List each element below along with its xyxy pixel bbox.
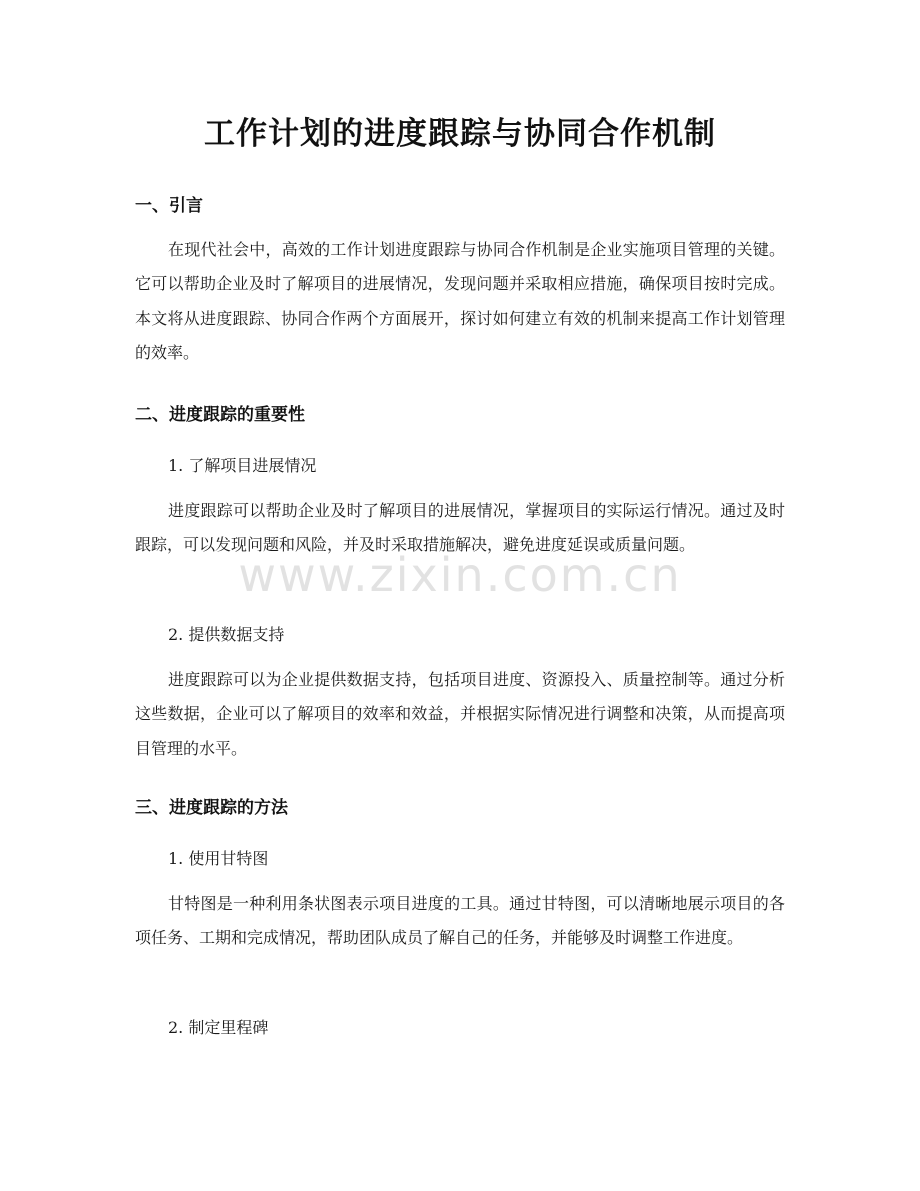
paragraph-introduction: 在现代社会中，高效的工作计划进度跟踪与协同合作机制是企业实施项目管理的关键。它可以帮助企业及时了解项目的进展情况，发现问题并采取相应措施，确保项目按时完成。本文将从进度跟踪、协同合作两个方面展开，探讨如何建立有效的机制来提高工作计划管理的效率。 xyxy=(135,240,785,362)
section-heading-importance: 二、进度跟踪的重要性 xyxy=(135,405,305,425)
subitem-label-milestones: 2. 制定里程碑 xyxy=(168,1018,269,1037)
section-heading-introduction: 一、引言 xyxy=(135,196,203,216)
subitem-label-data-support: 2. 提供数据支持 xyxy=(168,625,285,644)
paragraph-gantt-chart: 甘特图是一种利用条状图表示项目进度的工具。通过甘特图，可以清晰地展示项目的各项任务、工期和完成情况，帮助团队成员了解自己的任务，并能够及时调整工作进度。 xyxy=(135,894,785,948)
document-title: 工作计划的进度跟踪与协同合作机制 xyxy=(204,116,716,152)
subitem-label-gantt-chart: 1. 使用甘特图 xyxy=(168,849,269,868)
section-heading-methods: 三、进度跟踪的方法 xyxy=(135,798,288,818)
paragraph-understand-progress: 进度跟踪可以帮助企业及时了解项目的进展情况，掌握项目的实际运行情况。通过及时跟踪，可以发现问题和风险，并及时采取措施解决，避免进度延误或质量问题。 xyxy=(135,501,785,555)
watermark-text: www.zixin.com.cn xyxy=(238,548,682,602)
subitem-label-understand-progress: 1. 了解项目进展情况 xyxy=(168,456,317,475)
paragraph-data-support: 进度跟踪可以为企业提供数据支持，包括项目进度、资源投入、质量控制等。通过分析这些数据，企业可以了解项目的效率和效益，并根据实际情况进行调整和决策，从而提高项目管理的水平。 xyxy=(135,670,785,758)
